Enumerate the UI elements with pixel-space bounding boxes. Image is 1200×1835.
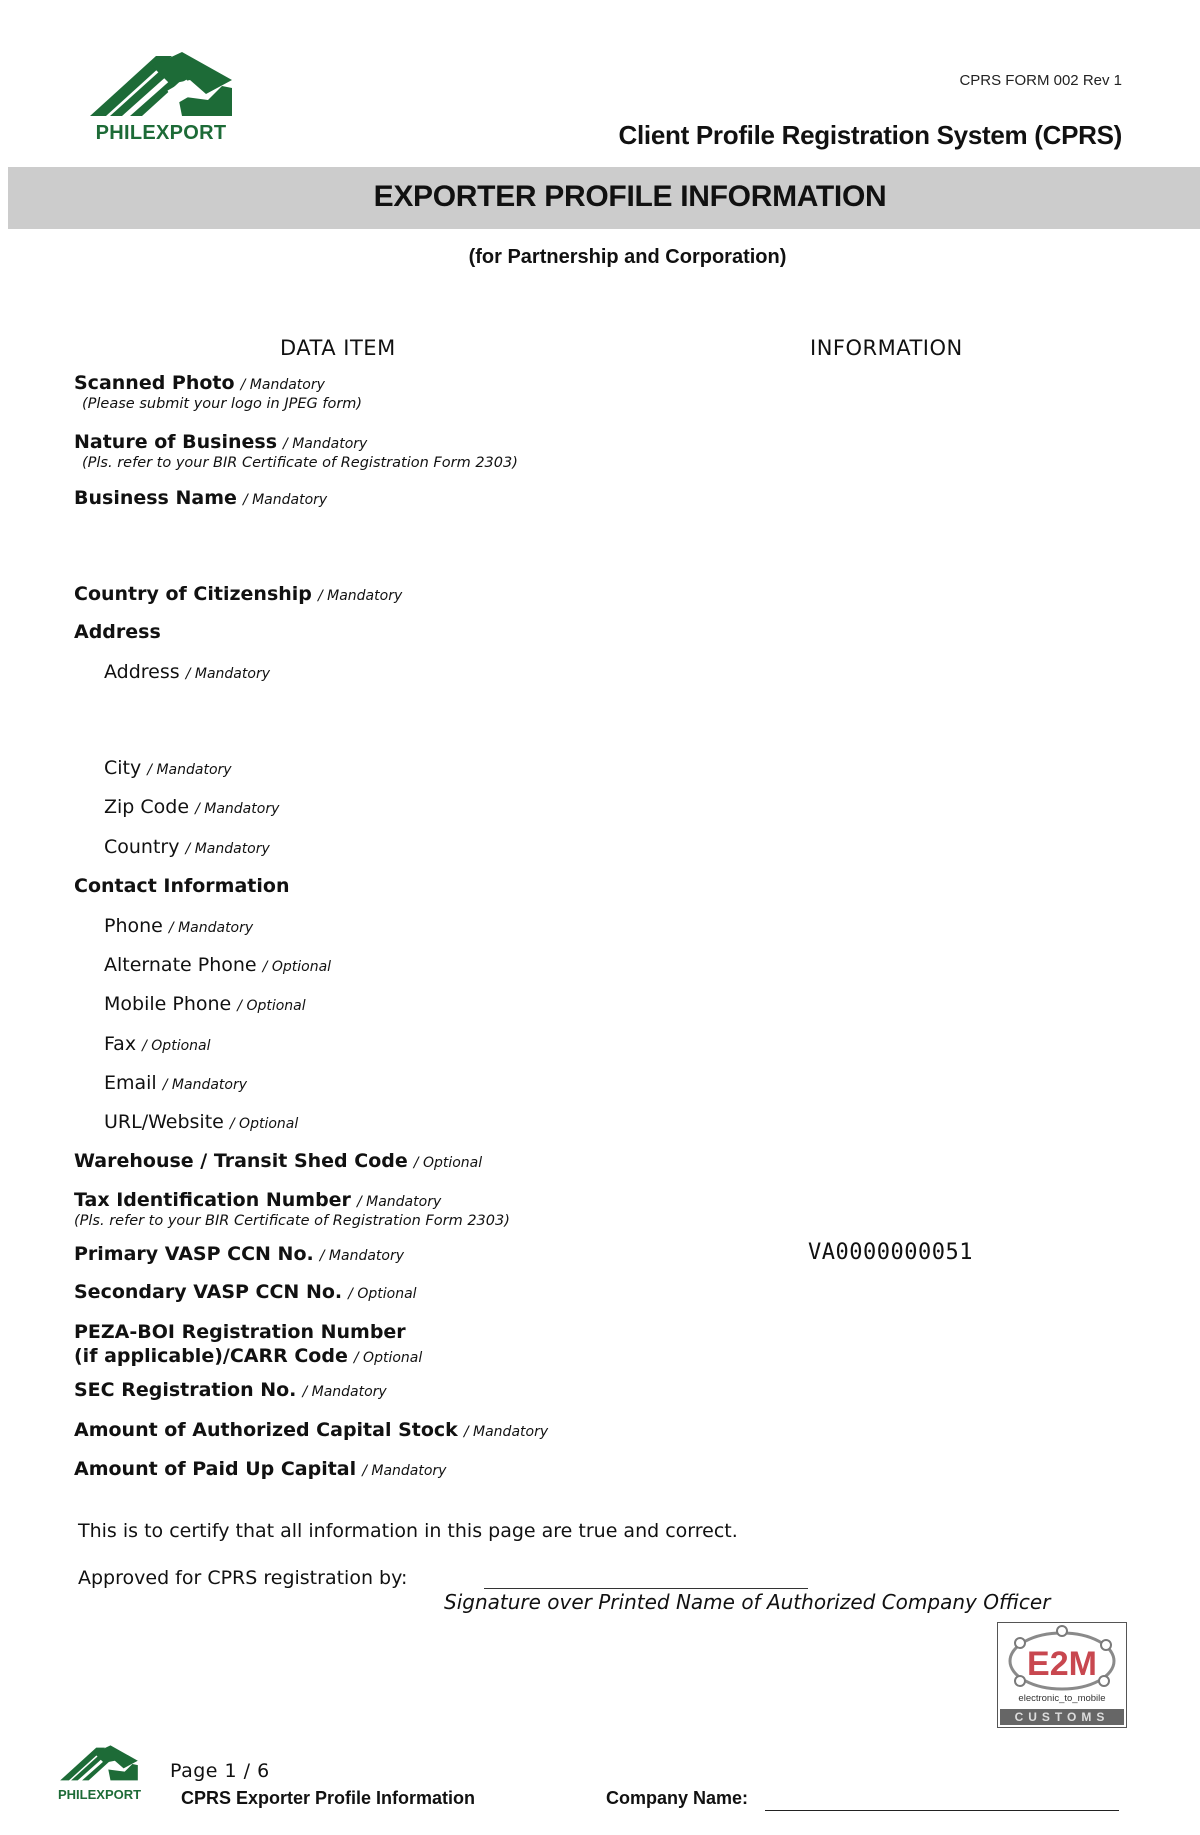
field-label: Primary VASP CCN No. xyxy=(74,1243,314,1265)
field-requirement: / Mandatory xyxy=(319,1248,405,1264)
certification-statement: This is to certify that all information in this page are true and correct. xyxy=(78,1520,738,1542)
e2m-text: E2M xyxy=(1027,1645,1097,1683)
field-label: Tax Identification Number xyxy=(74,1189,351,1211)
field-note: (Pls. refer to your BIR Certificate of Registration Form 2303) xyxy=(74,1213,510,1229)
primary-vasp-ccn-value: VA0000000051 xyxy=(808,1240,973,1265)
field-phone xyxy=(104,914,253,940)
field-zip-code xyxy=(104,795,279,821)
field-label: SEC Registration No. xyxy=(74,1379,297,1401)
footer-logo-mark xyxy=(58,1742,140,1786)
field-label: Phone xyxy=(104,915,163,937)
page-number: Page 1 / 6 xyxy=(170,1760,270,1782)
form-number: CPRS FORM 002 Rev 1 xyxy=(959,72,1122,89)
field-primary-vasp-ccn xyxy=(74,1242,404,1268)
field-mobile-phone xyxy=(104,992,306,1018)
field-requirement: / Mandatory xyxy=(168,920,254,936)
field-requirement: / Optional xyxy=(348,1286,417,1302)
field-label: PEZA-BOI Registration Number xyxy=(74,1321,406,1343)
field-peza-boi-line1 xyxy=(74,1320,406,1344)
field-label: Amount of Authorized Capital Stock xyxy=(74,1419,458,1441)
field-label: Email xyxy=(104,1072,157,1094)
signature-caption: Signature over Printed Name of Authorized Company Officer xyxy=(444,1590,1051,1614)
approved-label: Approved for CPRS registration by: xyxy=(78,1567,408,1589)
field-requirement: / Optional xyxy=(262,959,332,975)
footer-logo-text: PHILEXPORT xyxy=(58,1787,142,1802)
field-label: (if applicable)/CARR Code xyxy=(74,1345,348,1367)
field-requirement: / Optional xyxy=(413,1155,483,1171)
field-requirement: / Mandatory xyxy=(242,492,328,508)
footer-company-label: Company Name: xyxy=(606,1788,749,1808)
section-address xyxy=(74,620,161,644)
field-email xyxy=(104,1071,247,1097)
field-requirement: / Mandatory xyxy=(317,588,403,604)
footer-philexport-logo xyxy=(58,1742,140,1802)
e2m-subtext: electronic_to_mobile xyxy=(1018,1693,1106,1704)
page-subtitle: (for Partnership and Corporation) xyxy=(468,246,787,268)
field-country-of-citizenship xyxy=(74,582,402,608)
field-label: Alternate Phone xyxy=(104,954,257,976)
field-note: (Pls. refer to your BIR Certificate of Registration Form 2303) xyxy=(82,455,518,471)
field-requirement: / Mandatory xyxy=(147,762,232,778)
column-header-information: INFORMATION xyxy=(810,336,963,360)
field-label: Zip Code xyxy=(104,796,190,818)
field-requirement: / Mandatory xyxy=(362,1463,447,1479)
e2m-customs-band: CUSTOMS xyxy=(1000,1709,1124,1725)
field-peza-boi-line2 xyxy=(74,1344,422,1370)
field-label: Secondary VASP CCN No. xyxy=(74,1281,343,1303)
e2m-customs-badge xyxy=(997,1622,1127,1728)
field-alternate-phone xyxy=(104,953,331,979)
field-requirement: / Optional xyxy=(237,998,306,1014)
company-name-line xyxy=(765,1810,1119,1811)
field-requirement: / Mandatory xyxy=(162,1077,248,1093)
field-label: Mobile Phone xyxy=(104,993,232,1015)
section-label: Address xyxy=(74,621,161,643)
field-label: Amount of Paid Up Capital xyxy=(74,1458,357,1480)
field-authorized-capital-stock xyxy=(74,1418,548,1444)
field-note: (Please submit your logo in JPEG form) xyxy=(82,396,363,412)
field-requirement: / Mandatory xyxy=(463,1424,549,1440)
field-label: URL/Website xyxy=(104,1111,224,1133)
field-label: City xyxy=(104,757,142,779)
system-title: Client Profile Registration System (CPRS) xyxy=(618,120,1122,150)
field-paid-up-capital xyxy=(74,1457,446,1483)
section-contact-information xyxy=(74,874,289,898)
column-header-data-item: DATA ITEM xyxy=(280,336,396,360)
field-label: Nature of Business xyxy=(74,431,277,453)
field-requirement: / Optional xyxy=(353,1350,423,1366)
field-label: Scanned Photo xyxy=(74,372,235,394)
field-requirement: / Mandatory xyxy=(356,1194,442,1210)
field-url-website xyxy=(104,1110,298,1136)
footer-title: CPRS Exporter Profile Information xyxy=(181,1788,476,1808)
field-requirement: / Optional xyxy=(229,1116,299,1132)
field-label: Warehouse / Transit Shed Code xyxy=(74,1150,408,1172)
field-secondary-vasp-ccn xyxy=(74,1280,417,1306)
philexport-logo-text: PHILEXPORT xyxy=(95,122,227,144)
field-business-name xyxy=(74,486,327,512)
field-requirement: / Mandatory xyxy=(195,801,280,817)
field-fax xyxy=(104,1032,210,1058)
field-sec-registration xyxy=(74,1378,387,1404)
field-city xyxy=(104,756,232,782)
field-requirement: / Mandatory xyxy=(283,436,368,452)
philexport-logo xyxy=(86,50,236,150)
field-requirement: / Optional xyxy=(142,1038,211,1054)
field-requirement: / Mandatory xyxy=(185,666,270,682)
field-label: Fax xyxy=(104,1033,137,1055)
field-label: Address xyxy=(104,661,180,683)
field-requirement: / Mandatory xyxy=(302,1384,387,1400)
field-tax-identification-number xyxy=(74,1188,441,1214)
field-address xyxy=(104,660,270,686)
field-label: Business Name xyxy=(74,487,237,509)
field-country xyxy=(104,835,270,861)
field-warehouse-transit-shed-code xyxy=(74,1149,482,1175)
page-title: EXPORTER PROFILE INFORMATION xyxy=(373,180,887,213)
field-nature-of-business xyxy=(74,430,367,456)
field-label: Country of Citizenship xyxy=(74,583,312,605)
field-requirement: / Mandatory xyxy=(185,841,270,857)
philexport-logo-mark xyxy=(86,50,236,122)
field-requirement: / Mandatory xyxy=(240,377,325,393)
signature-line xyxy=(484,1588,808,1589)
field-label: Country xyxy=(104,836,180,858)
e2m-logo-icon xyxy=(998,1623,1126,1693)
section-label: Contact Information xyxy=(74,875,290,897)
field-scanned-photo xyxy=(74,371,325,397)
